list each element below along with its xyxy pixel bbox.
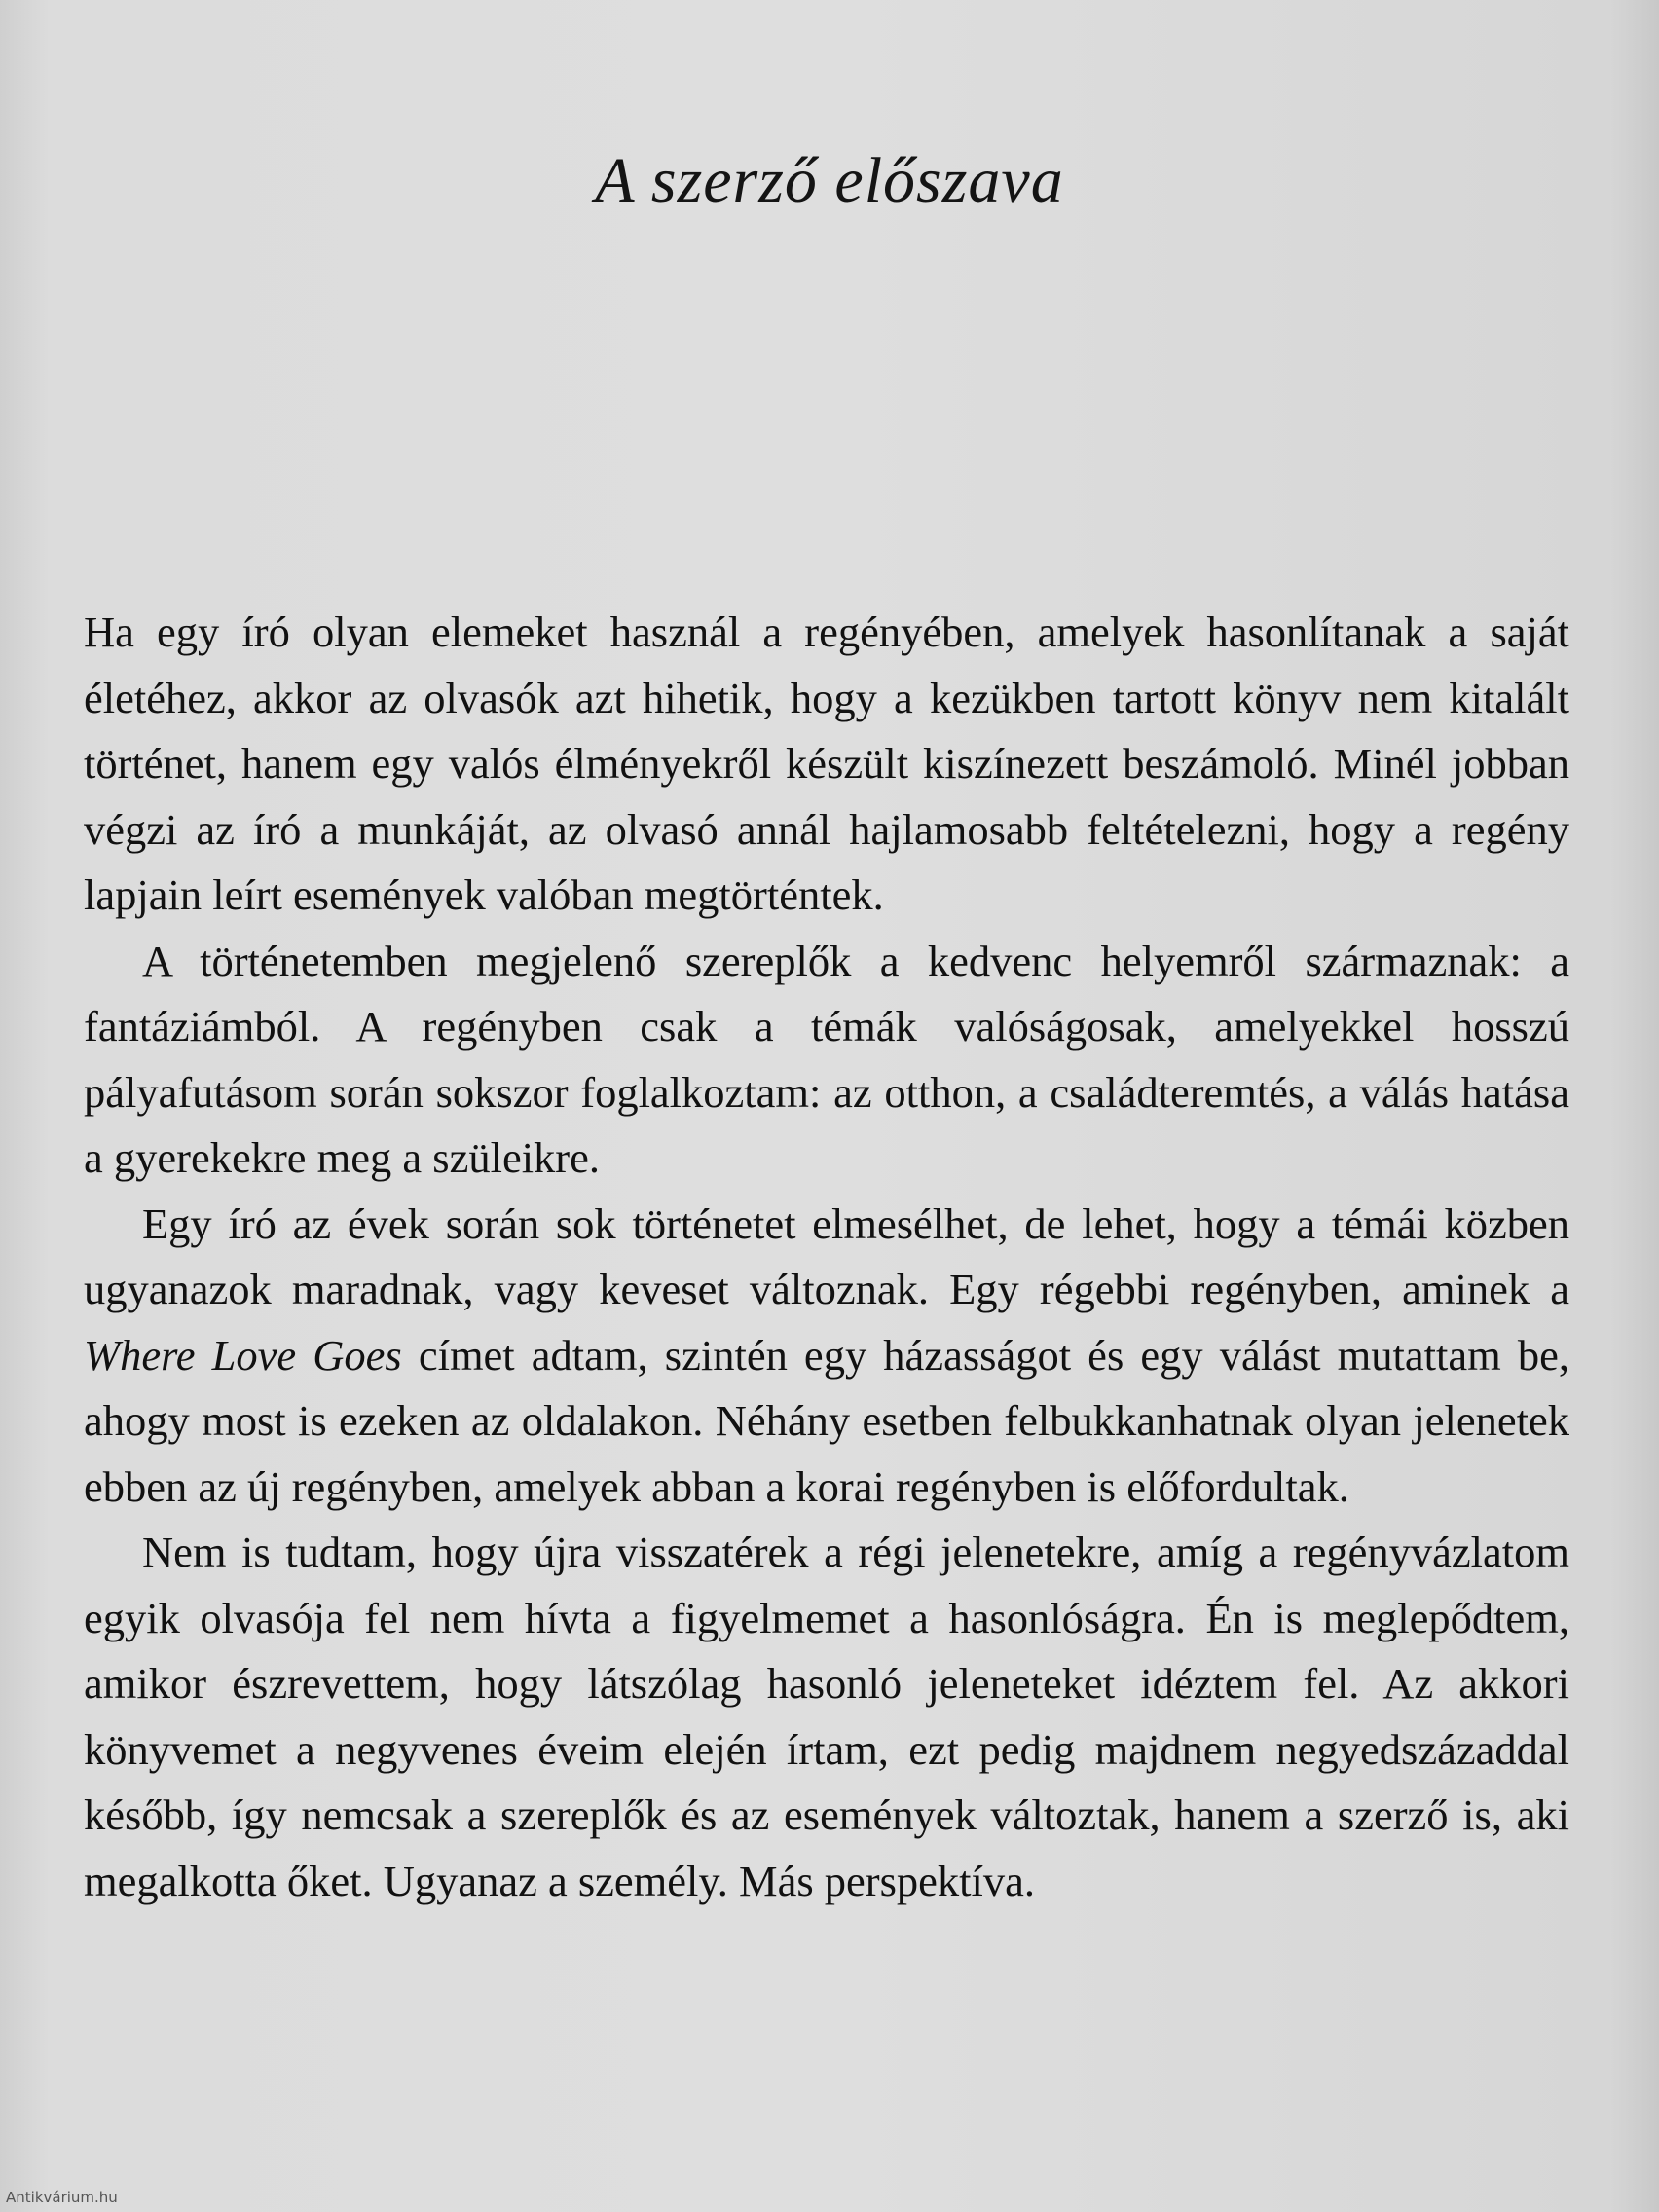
paragraph-3-text-after: címet adtam, szintén egy házasságot és egy válást mutattam be, ahogy most is ezeken az oldalakon. Néhány esetben felbukkanhatnak olyan jelenetek ebben az új regényben, amelyek abban a korai regényben is előfordultak.	[84, 1330, 1569, 1511]
paragraph-1: Ha egy író olyan elemeket használ a regényében, amelyek hasonlítanak a saját életéhez, akkor az olvasók azt hihetik, hogy a kezükben tartott könyv nem kitalált történet, hanem egy valós élményekről készült kiszínezett beszámoló. Minél jobban végzi az író a munkáját, az olvasó annál hajlamosabb feltételezni, hogy a regény lapjain leírt események valóban megtörténtek.	[84, 608, 1569, 919]
bleed-through-text	[136, 0, 1597, 282]
paragraph-4: Nem is tudtam, hogy újra visszatérek a régi jelenetekre, amíg a regényvázlatom egyik olvasója fel nem hívta a figyelmemet a hasonlóságra. Én is meglepődtem, amikor észrevettem, hogy látszólag hasonló jeleneteket idéztem fel. Az akkori könyvemet a negyvenes éveim elején írtam, ezt pedig majdnem negyedszázaddal később, így nemcsak a szereplők és az események változtak, hanem a szerző is, aki megalkotta őket. Ugyanaz a személy. Más perspektíva.	[84, 1528, 1569, 1905]
paragraph-3-text-before: Egy író az évek során sok történetet elmesélhet, de lehet, hogy a témái közben ugyanazok maradnak, vagy keveset változnak. Egy régebbi regényben, aminek a	[84, 1198, 1569, 1313]
paragraph-2: A történetemben megjelenő szereplők a kedvenc helyemről származnak: a fantáziámból. A regényben csak a témák valóságosak, amelyekkel hosszú pályafutásom során sokszor foglalkoztam: az otthon, a családteremtés, a válás hatása a gyerekekre meg a szüleikre.	[84, 936, 1569, 1182]
body-text	[84, 600, 1569, 1914]
book-title-italic: Where Love Goes	[84, 1330, 402, 1380]
paragraph-3	[84, 1192, 1569, 1521]
watermark: Antikvárium.hu	[6, 2189, 118, 2206]
chapter-title: A szerző előszava	[595, 145, 1064, 216]
